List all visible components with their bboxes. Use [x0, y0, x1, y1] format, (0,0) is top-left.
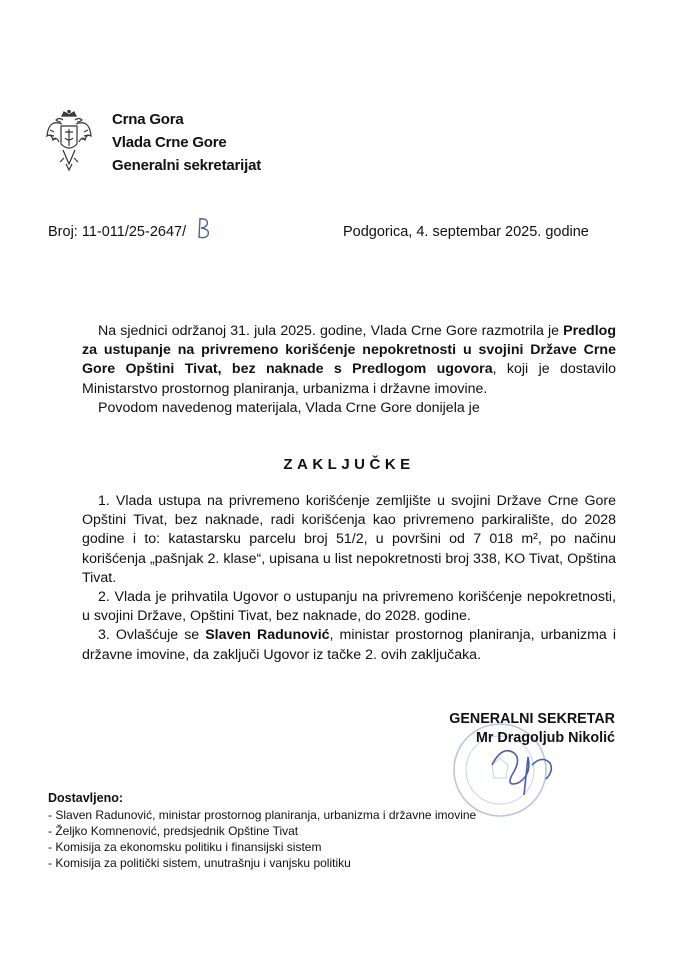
list-item: - Željko Komnenović, predsjednik Opštine Tivat	[48, 823, 476, 839]
list-item: - Slaven Radunović, ministar prostornog planiranja, urbanizma i državne imovine	[48, 807, 476, 823]
item-3-text: , ministar prostornog planiranja, urbanizma i državne imovine, da zaključi Ugovor iz tačke 2. ovih zaključaka.	[82, 627, 616, 663]
signatory-title: GENERALNI SEKRETAR	[449, 711, 615, 727]
conclusion-item-2: 2. Vlada je prihvatila Ugovor o ustupanju na privremeno korišćenje nepokretnosti, u svojini Države, Opštini Tivat, bez naknade, do 2028. godine.	[82, 589, 616, 625]
conclusion-item-1: 1. Vlada ustupa na privremeno korišćenje zemljište u svojini Države Crne Gore Opštini Tivat, bez naknade, radi korišćenja kao privremeno parkiralište, do 2028 godine i to: katastarsku parcelu broj 51/2, u površini od 7 018 m², po načinu korišćenja „pašnjak 2. klase“, upisana u list nepokretnosti broj 338, KO Tivat, Opština Tivat.	[82, 493, 616, 586]
distribution-title: Dostavljeno:	[48, 791, 124, 805]
header-country: Crna Gora	[112, 111, 184, 128]
conclusion-item-3	[82, 626, 616, 664]
povodom-paragraph: Povodom navedenog materijala, Vlada Crne Gore donijela je	[98, 399, 480, 416]
item-3-prefix: 3. Ovlašćuje se	[98, 627, 206, 644]
minister-name: Slaven Radunović	[205, 627, 330, 644]
intro-text-end: , koji je dostavilo Ministarstvo prostornog planiranja, urbanizma i državne imovine.	[82, 361, 616, 397]
signature-icon	[462, 735, 572, 805]
list-item: - Komisija za politički sistem, unutrašnju i vanjsku politiku	[48, 855, 476, 871]
list-item: - Komisija za ekonomsku politiku i finansijski sistem	[48, 839, 476, 855]
conclusions-list	[82, 492, 616, 665]
intro-block	[82, 322, 616, 418]
document-number: Broj: 11-011/25-2647/	[48, 224, 187, 240]
intro-paragraph	[82, 322, 616, 399]
handwritten-mark-icon	[196, 216, 212, 240]
document-date: Podgorica, 4. septembar 2025. godine	[343, 224, 589, 240]
header-government: Vlada Crne Gore	[112, 134, 227, 151]
proposal-title: Predlog za ustupanje na privremeno korišćenje nepokretnosti u svojini Države Crne Gore Opštini Tivat, bez naknade s Predlogom ugovora	[82, 323, 616, 378]
intro-text-start: Na sjednici održanoj 31. jula 2025. godine, Vlada Crne Gore razmotrila je	[98, 323, 564, 339]
header-secretariat: Generalni sekretarijat	[112, 157, 262, 174]
distribution-list	[48, 807, 476, 871]
signatory-name: Mr Dragoljub Nikolić	[475, 730, 615, 746]
conclusions-heading: ZAKLJUČKE	[283, 456, 415, 473]
coat-of-arms-icon	[44, 110, 94, 172]
